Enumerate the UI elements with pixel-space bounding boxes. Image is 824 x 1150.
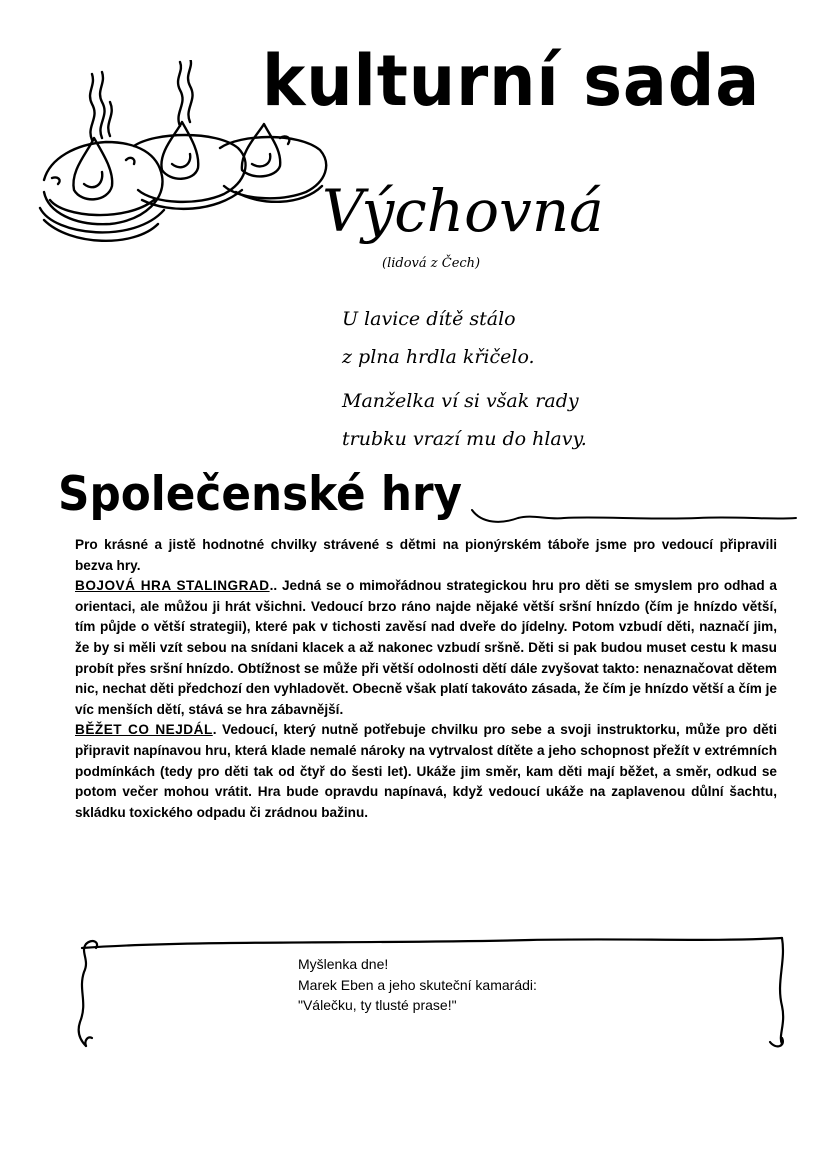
thought-quote: "Válečku, ty tlusté prase!" <box>298 997 457 1013</box>
game-name: BĚŽET CO NEJDÁL <box>75 722 213 738</box>
game-description: Jedná se o mimořádnou strategickou hru pro děti se smyslem pro odhad a orientaci, ale můžou ji hrát všichni. Vedoucí brzo ráno najde nějaké větší sršní hnízdo (čím je hnízdo větší, tím půjde o větší strategii), které pak v tichosti zavěsí nad dveře do jídelny. Potom vzbudí děti, naznačí jim, že by si měli vzít sebou na snídani klacek a až nakonec vzbudí sršně. Děti si pak budou muset cestu k masu probít přes sršní hnízdo. Obtížnost se může při větší odolnosti dětí dále zvyšovat takto: nenaznačovat dětem nic, nechat děti předchozí den vyhladovět. Obecně však platí takováto zásada, že čím je hnízdo větší a čím je víc menších dětí, stává se hra zábavnější. <box>75 578 777 717</box>
thought-attribution: Marek Eben a jeho skuteční kamarádi: <box>298 976 537 993</box>
game-paragraph <box>75 720 777 823</box>
article-intro: Pro krásné a jistě hodnotné chvilky strávené s dětmi na pionýrském táboře jsme pro vedoucí připravili bezva hry. <box>75 537 777 573</box>
game-description: Vedoucí, který nutně potřebuje chvilku pro sebe a svoji instruktorku, může pro děti připravit napínavou hru, která klade nemalé nároky na vytrvalost dítěte a jeho schopnost přežít v extrémních podmínkách (tedy pro děti tak od čtyř do šesti let). Ukáže jim směr, kam děti mají běžet, a směr, odkud se potom večer mohou vrátit. Hra bude opravdu napínavá, když vedoucí ukáže na zaplavenou důlní šachtu, skládku toxického odpadu či zrádnou bažinu. <box>75 722 777 820</box>
poem-line: Manželka ví si však rady <box>342 390 579 412</box>
title-underline-divider <box>468 506 798 528</box>
poem-title: Výchovná <box>322 177 604 245</box>
poem-line: z plna hrdla křičelo. <box>342 346 535 368</box>
poem-line: trubku vrazí mu do hlavy. <box>342 428 587 450</box>
page-title: kulturní sada <box>262 40 761 122</box>
game-separator: .. <box>269 578 278 594</box>
poem-line: U lavice dítě stálo <box>342 308 516 330</box>
thought-heading: Myšlenka dne! <box>298 956 389 972</box>
game-separator: . <box>212 722 217 738</box>
poem-subtitle: (lidová z Čech) <box>382 256 481 271</box>
thought-of-day <box>298 954 718 1016</box>
game-name: BOJOVÁ HRA STALINGRAD <box>75 578 270 594</box>
game-paragraph <box>75 576 777 720</box>
poem <box>342 300 802 458</box>
section-title: Společenské hry <box>58 467 463 522</box>
article-body <box>75 535 777 823</box>
